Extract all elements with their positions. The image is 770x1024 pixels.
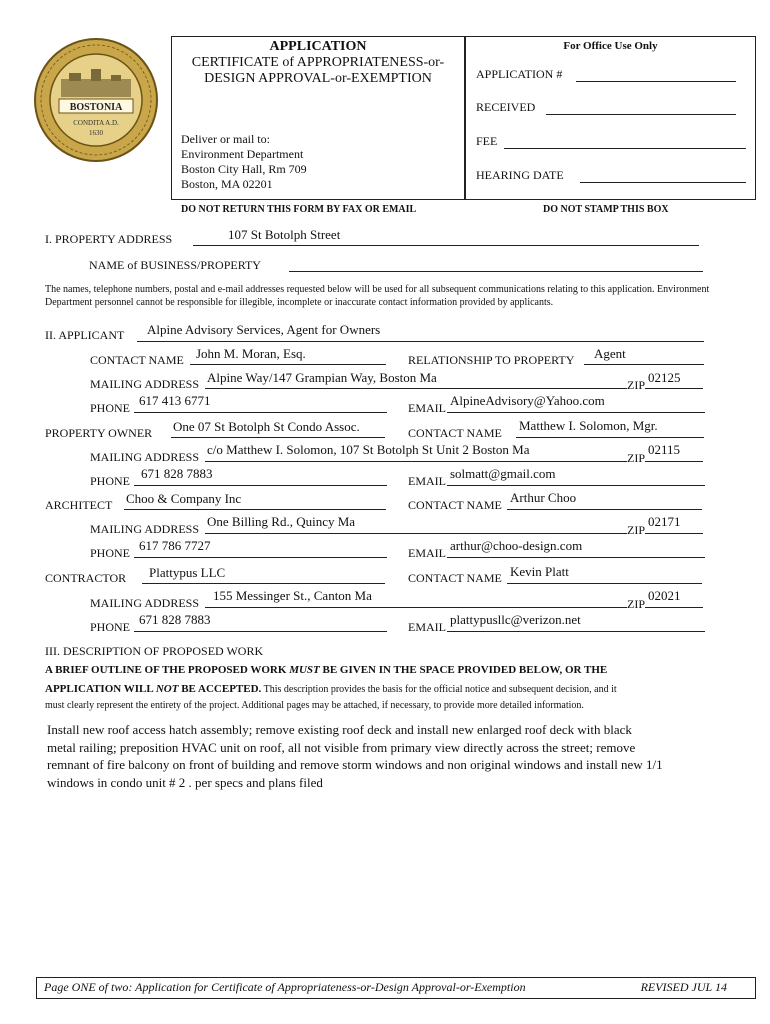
description-line: remnant of fire balcony on front of building and remove storm windows and non original windows and install new 1/1 [47,757,663,772]
phone-label: PHONE [90,401,131,415]
footer-right: REVISED JUL 14 [640,980,727,994]
office-use-title: For Office Use Only [563,40,658,52]
contractor-line [142,583,385,584]
deliver-address [181,132,307,192]
office-use-box [465,36,756,200]
architect-mailing-value[interactable]: One Billing Rd., Quincy Ma [207,514,356,529]
seal-year: 1630 [89,129,103,137]
description-text[interactable] [47,721,663,791]
hearing-date-line [580,182,746,183]
applicant-label: II. APPLICANT [45,328,125,342]
architect-contact-value[interactable]: Arthur Choo [510,490,577,505]
contractor-mailing-label: MAILING ADDRESS [90,596,200,610]
page-footer [36,977,756,999]
description-line: windows in condo unit # 2 . per specs and plans filed [47,774,323,790]
owner-phone-line [134,485,387,486]
architect-zip-line [645,533,703,534]
contractor-zip-value[interactable]: 02021 [648,588,681,603]
architect-line [124,509,386,510]
owner-contact-value[interactable]: Matthew I. Solomon, Mgr. [519,418,658,433]
contractor-contact-line [507,583,702,584]
owner-contact-label: CONTACT NAME [408,426,502,440]
owner-zip-value[interactable]: 02115 [648,442,681,457]
owner-email-line [447,485,705,486]
fee-label: FEE [476,134,498,148]
property-owner-value[interactable]: One 07 St Botolph St Condo Assoc. [173,419,360,434]
architect-email-label: EMAIL [408,546,446,560]
architect-email-line [447,557,705,558]
owner-contact-line [516,437,704,438]
seal-text: BOSTONIA [69,102,123,113]
no-fax-note: DO NOT RETURN THIS FORM BY FAX OR EMAIL [181,204,417,215]
owner-mailing-line [205,461,627,462]
hearing-date-label: HEARING DATE [476,168,564,182]
relationship-value[interactable]: Agent [594,346,626,361]
email-value[interactable]: AlpineAdvisory@Yahoo.com [450,393,605,408]
warn-e: This description provides the basis for the official notice and subsequent decision, and it [261,684,617,695]
warn-b: BE GIVEN IN THE SPACE PROVIDED BELOW, OR THE [319,664,608,676]
warn-a: A BRIEF OUTLINE OF THE PROPOSED WORK [45,664,290,676]
property-address-label: I. PROPERTY ADDRESS [45,232,173,246]
contractor-value[interactable]: Plattypus LLC [149,565,226,580]
zip-label: ZIP [627,378,645,392]
warn-not: NOT [155,683,179,695]
email-line [447,412,705,413]
applicant-value[interactable]: Alpine Advisory Services, Agent for Owners [147,322,381,337]
email-label: EMAIL [408,401,446,415]
contractor-email-line [447,631,705,632]
relationship-label: RELATIONSHIP TO PROPERTY [408,353,575,367]
architect-email-value[interactable]: arthur@choo-design.com [450,538,583,553]
contractor-mailing-value[interactable]: 155 Messinger St., Canton Ma [213,588,372,603]
warning-line-2 [45,683,617,695]
city-seal [33,37,159,163]
contractor-phone-label: PHONE [90,620,131,634]
form-title-1: APPLICATION [269,39,367,54]
form-title-2: CERTIFICATE of APPROPRIATENESS-or- [191,55,445,70]
architect-zip-label: ZIP [627,523,645,537]
owner-phone-value[interactable]: 671 828 7883 [141,466,213,481]
deliver-line: Boston, MA 02201 [181,177,273,191]
warning-line-1 [45,664,607,676]
warn-must: MUST [289,664,320,676]
fee-line [504,148,746,149]
owner-mailing-value[interactable]: c/o Matthew I. Solomon, 107 St Botolph St Unit 2 Boston Ma [207,442,530,457]
owner-zip-line [645,461,703,462]
contractor-contact-value[interactable]: Kevin Platt [510,564,569,579]
contractor-contact-label: CONTACT NAME [408,571,502,585]
footer-left: Page ONE of two: Application for Certificate of Appropriateness-or-Design Approval-or-Exemption [44,980,526,994]
received-line [546,114,736,115]
owner-phone-label: PHONE [90,474,131,488]
mailing-address-line [205,388,627,389]
owner-mailing-label: MAILING ADDRESS [90,450,200,464]
architect-phone-value[interactable]: 617 786 7727 [139,538,211,553]
architect-value[interactable]: Choo & Company Inc [126,491,242,506]
property-owner-line [171,437,385,438]
application-number-label: APPLICATION # [476,67,563,81]
section3-heading: III. DESCRIPTION OF PROPOSED WORK [45,644,264,658]
contractor-phone-line [134,631,387,632]
received-label: RECEIVED [476,100,536,114]
description-line: Install new roof access hatch assembly; remove existing roof deck and install new enlarged roof deck with black [47,722,632,737]
contact-name-label: CONTACT NAME [90,353,184,367]
relationship-line [584,364,704,365]
architect-mailing-label: MAILING ADDRESS [90,522,200,536]
property-address-line [193,245,699,246]
warn-c: APPLICATION WILL [45,683,156,695]
architect-contact-label: CONTACT NAME [408,498,502,512]
deliver-line: Environment Department [181,147,304,161]
business-name-line[interactable] [289,271,703,272]
contractor-zip-label: ZIP [627,597,645,611]
title-box [171,36,465,200]
zip-value[interactable]: 02125 [648,370,681,385]
contractor-email-label: EMAIL [408,620,446,634]
warning-line-3: must clearly represent the entirety of the project. Additional pages may be attached, if necessary, to provide more detailed information. [45,700,584,711]
description-line: metal railing; preposition HVAC unit on roof, all not visible from primary view directly across the street; remove [47,739,636,755]
contractor-email-value[interactable]: plattypusllc@verizon.net [450,612,581,627]
architect-phone-label: PHONE [90,546,131,560]
owner-zip-label: ZIP [627,451,645,465]
owner-email-value[interactable]: solmatt@gmail.com [450,466,556,481]
applicant-line [137,341,704,342]
property-owner-label: PROPERTY OWNER [45,426,153,440]
mailing-address-label: MAILING ADDRESS [90,377,200,391]
contact-name-line [190,364,386,365]
architect-mailing-line [205,533,627,534]
contractor-phone-value[interactable]: 671 828 7883 [139,612,211,627]
notice-text: The names, telephone numbers, postal and e-mail addresses requested below will be used for all subsequent communications relating to this application. Environment Department personnel cannot be responsible for illegible, incomplete or inaccurate contact information provided by applicants. [45,284,710,308]
seal-sub: CONDITA A.D. [73,119,119,127]
phone-value[interactable]: 617 413 6771 [139,393,211,408]
no-stamp-note: DO NOT STAMP THIS BOX [543,204,669,215]
architect-label: ARCHITECT [45,498,113,512]
deliver-line: Boston City Hall, Rm 709 [181,162,307,176]
business-name-label: NAME of BUSINESS/PROPERTY [89,258,261,272]
form-title-3: DESIGN APPROVAL-or-EXEMPTION [204,71,432,86]
phone-line [134,412,387,413]
contractor-zip-line [645,607,703,608]
architect-contact-line [507,509,702,510]
contractor-mailing-line [205,607,627,608]
owner-email-label: EMAIL [408,474,446,488]
property-address-value[interactable]: 107 St Botolph Street [228,227,341,242]
warn-d: BE ACCEPTED. [178,683,262,695]
contact-name-value[interactable]: John M. Moran, Esq. [196,346,306,361]
contractor-label: CONTRACTOR [45,571,127,585]
application-number-line [576,81,736,82]
deliver-line: Deliver or mail to: [181,132,270,146]
architect-zip-value[interactable]: 02171 [648,514,681,529]
zip-line [645,388,703,389]
mailing-address-value[interactable]: Alpine Way/147 Grampian Way, Boston Ma [207,370,437,385]
architect-phone-line [134,557,387,558]
